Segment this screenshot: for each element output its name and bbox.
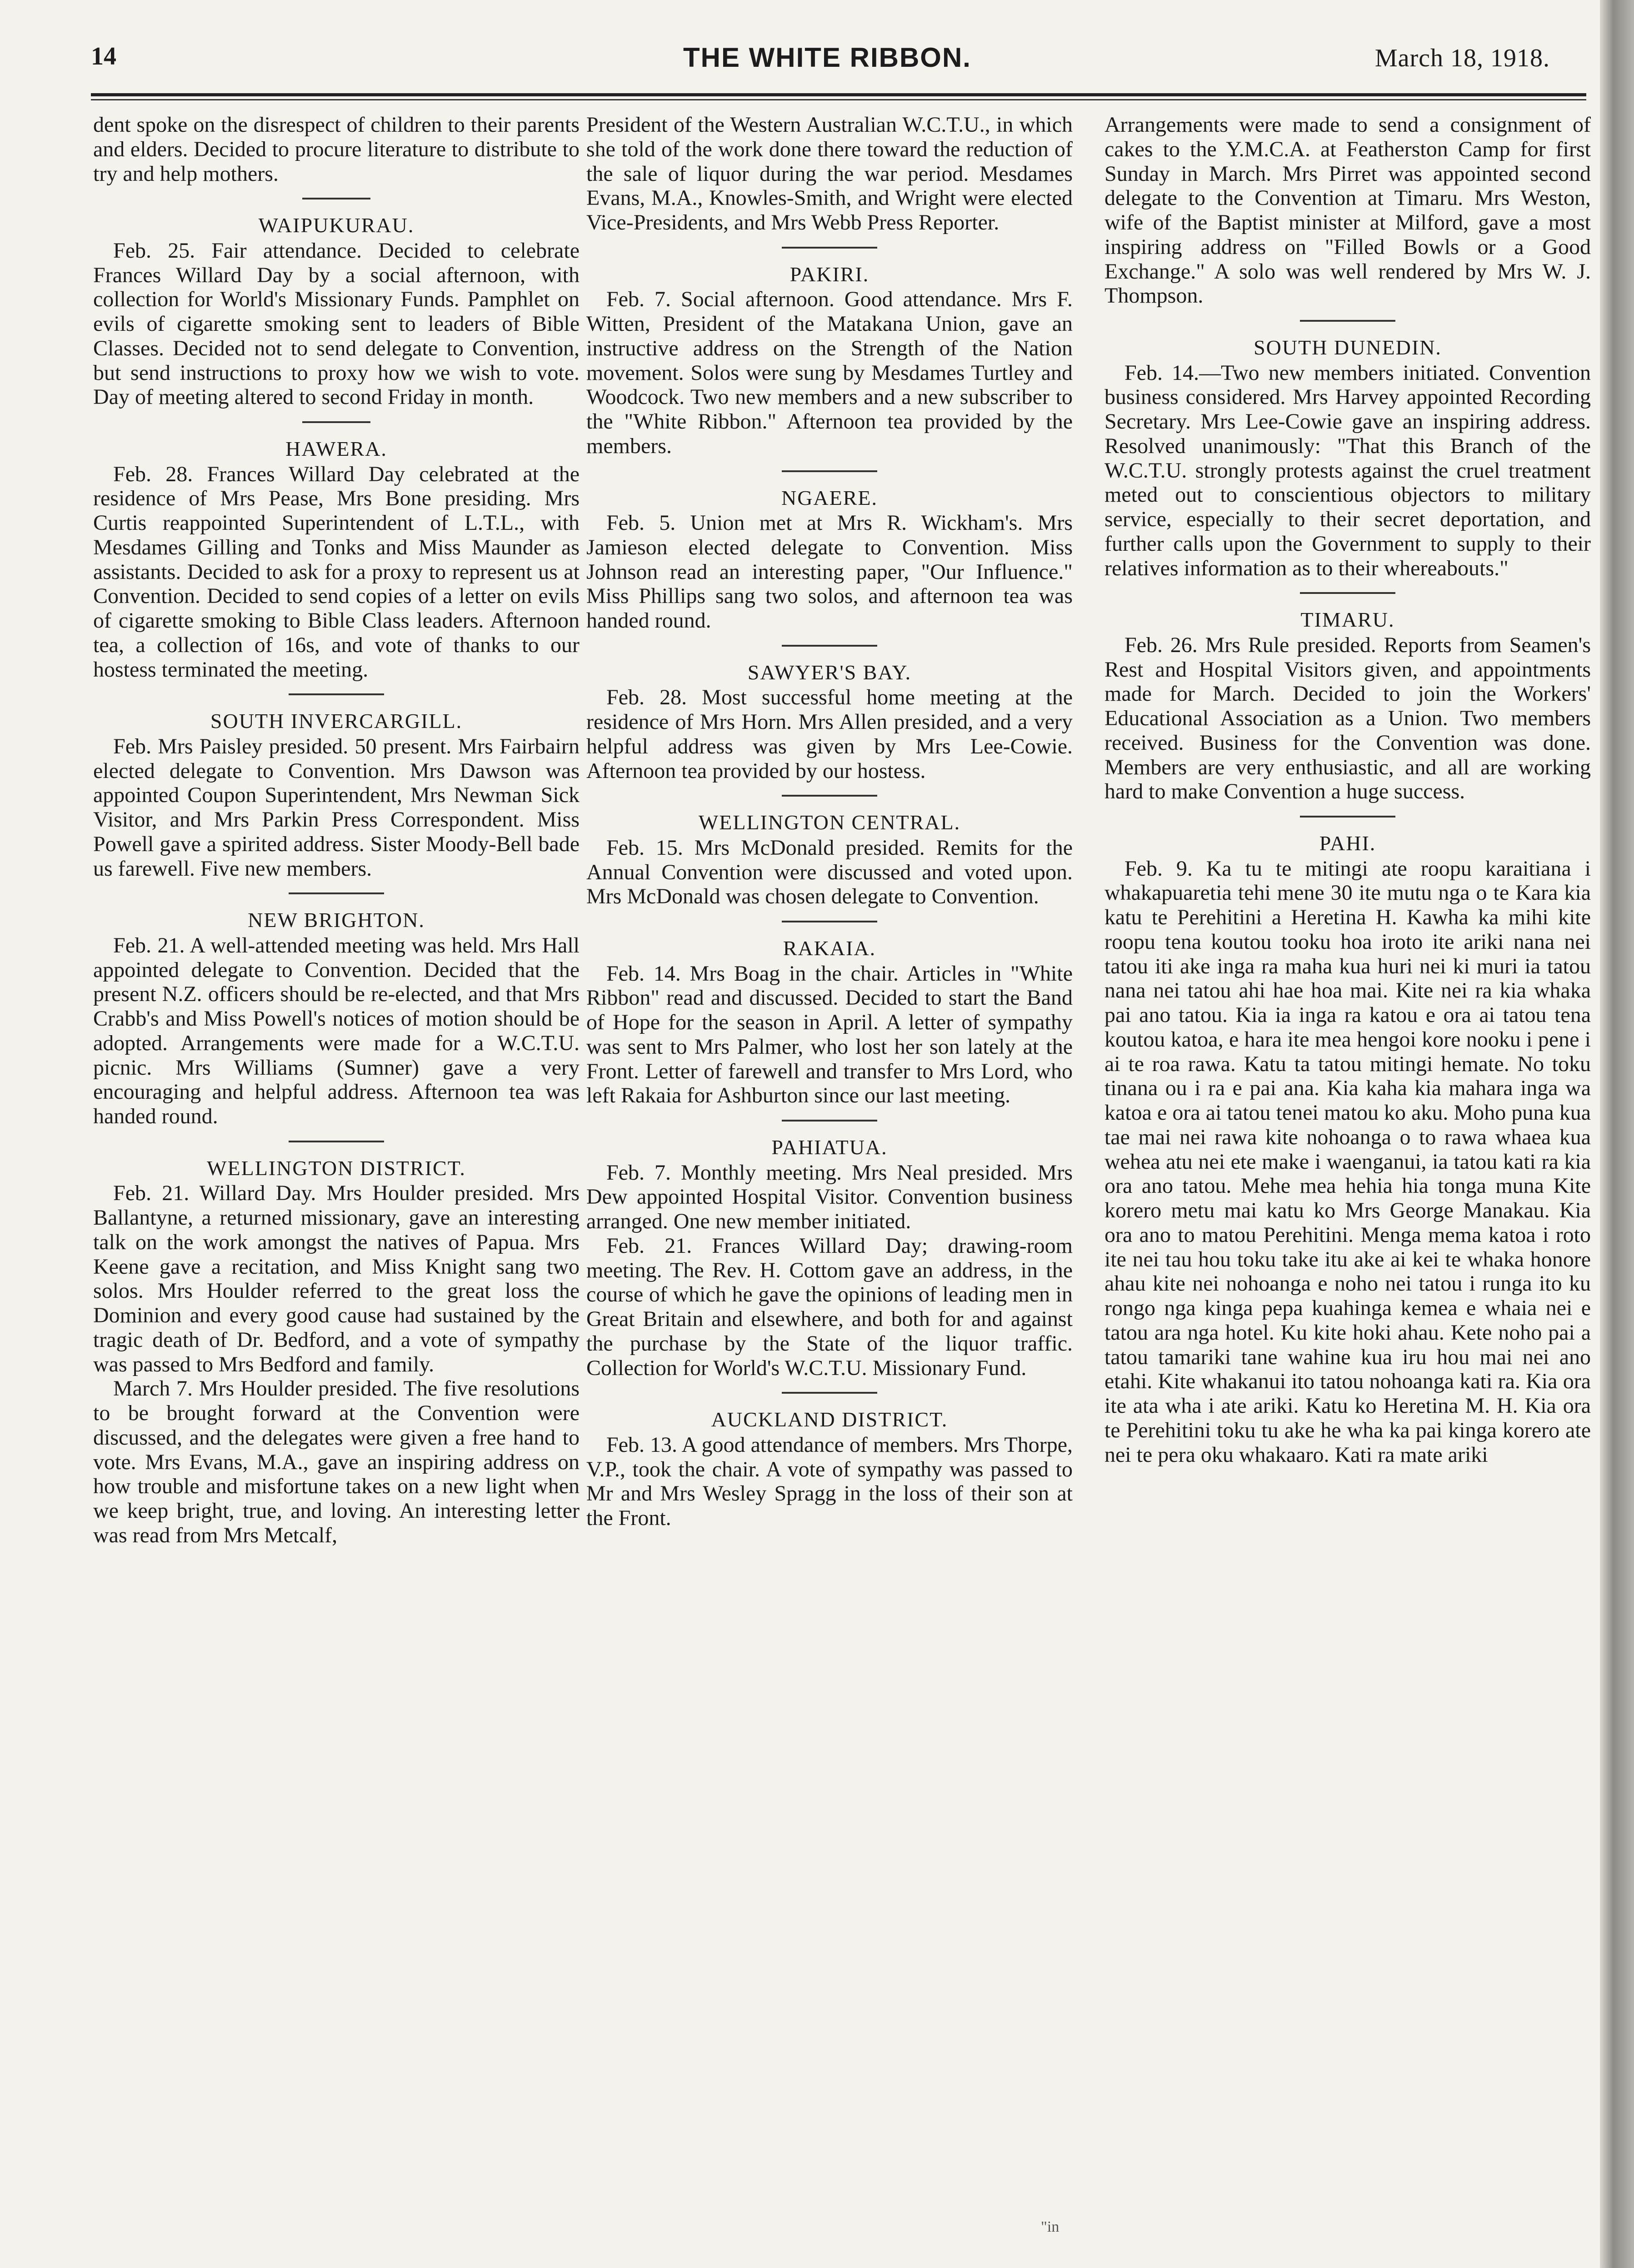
report-south-dunedin: Feb. 14.—Two new members initiated. Convention business considered. Mrs Harvey appointed Recording Secretary. Mrs Lee-Cowie gave an inspiring address. Resolved unanimously: "That this Branch of the W.C.T.U. strongly protests against the cruel treatment meted out to conscientious objectors to military service, especially to their secret deportation, and further calls upon the Government to supply to their relatives information as to their whereabouts." — [1104, 360, 1591, 580]
issue-date: March 18, 1918. — [1374, 44, 1550, 72]
divider — [782, 921, 877, 922]
continued-paragraph: dent spoke on the disrespect of children to their parents and elders. Decided to procure literature to distribute to try and help mothers. — [93, 113, 580, 186]
report-south-invercargill: Feb. Mrs Paisley presided. 50 present. Mrs Fairbairn elected delegate to Convention. Mrs Dawson was appointed Coupon Superintendent, Mrs Newman Sick Visitor, and Mrs Parkin Press Correspondent. Miss Powell gave a spirited address. Sister Moody-Bell bade us farewell. Five new members. — [93, 734, 580, 881]
divider — [782, 470, 877, 472]
section-heading-new-brighton: NEW BRIGHTON. — [248, 908, 425, 932]
report-rakaia: Feb. 14. Mrs Boag in the chair. Articles in "White Ribbon" read and discussed. Decided to start the Band of Hope for the season in April. A letter of sympathy was sent to Mrs Palmer, who lost her son lately at the Front. Letter of farewell and transfer to Mrs Lord, who left Rakaia for Ashburton since our last meeting. — [586, 961, 1073, 1108]
report-new-brighton: Feb. 21. A well-attended meeting was held. Mrs Hall appointed delegate to Convention. Decided that the present N.Z. officers should be re-elected, and that Mrs Crabb's and Miss Powell's notices of motion should be adopted. Arrangements were made for a W.C.T.U. picnic. Mrs Williams (Sumner) gave a very encouraging and helpful address. Afternoon tea was handed round. — [93, 933, 580, 1128]
page-header — [91, 37, 1564, 87]
column-left — [93, 113, 580, 2230]
report-timaru: Feb. 26. Mrs Rule presided. Reports from Seamen's Rest and Hospital Visitors given, and appointments made for March. Decided to join the Workers' Educational Association as a Union. Two members received. Business for the Convention was done. Members are very enthusiastic, and all are working hard to make Convention a huge success. — [1104, 633, 1591, 804]
divider — [1300, 592, 1395, 594]
report-wellington-district-2: March 7. Mrs Houlder presided. The five resolutions to be brought forward at the Convention were discussed, and the delegates were given a free hand to vote. Mrs Evans, M.A., gave an inspiring address on how trouble and misfortune takes on a new light when we keep bright, true, and loving. An interesting letter was read from Mrs Metcalf, — [93, 1376, 580, 1547]
report-pakiri: Feb. 7. Social afternoon. Good attendance. Mrs F. Witten, President of the Matakana Union, gave an instructive address on the Strength of the Nation movement. Solos were sung by Mesdames Turtley and Woodcock. Two new members and a new subscriber to the "White Ribbon." Afternoon tea provided by the members. — [586, 287, 1073, 458]
section-heading-rakaia: RAKAIA. — [783, 937, 876, 960]
section-heading-auckland-district: AUCKLAND DISTRICT. — [711, 1408, 948, 1431]
section-heading-south-invercargill: SOUTH INVERCARGILL. — [210, 709, 463, 733]
section-heading-wellington-district: WELLINGTON DISTRICT. — [207, 1156, 466, 1180]
report-wellington-district-1: Feb. 21. Willard Day. Mrs Houlder presided. Mrs Ballantyne, a returned missionary, gave an interesting talk on the work amongst the natives of Papua. Mrs Keene gave a recitation, and Miss Knight sang two solos. Mrs Houlder referred to the great loss the Dominion and every good cause had sustained by the tragic death of Dr. Bedford, and a vote of sympathy was passed to Mrs Bedford and family. — [93, 1181, 580, 1376]
section-heading-sawyers-bay: SAWYER'S BAY. — [747, 660, 912, 684]
divider — [1300, 320, 1395, 322]
section-heading-waipukurau: WAIPUKURAU. — [258, 214, 415, 237]
divider — [302, 421, 370, 423]
section-heading-wellington-central: WELLINGTON CENTRAL. — [698, 811, 961, 834]
column-right — [1104, 113, 1591, 2230]
report-auckland-district: Feb. 13. A good attendance of members. Mrs Thorpe, V.P., took the chair. A vote of sympathy was passed to Mr and Mrs Wesley Spragg in the loss of their son at the Front. — [586, 1432, 1073, 1530]
section-heading-south-dunedin: SOUTH DUNEDIN. — [1254, 336, 1442, 359]
report-wellington-central: Feb. 15. Mrs McDonald presided. Remits for the Annual Convention were discussed and voted upon. Mrs McDonald was chosen delegate to Convention. — [586, 835, 1073, 909]
divider — [782, 247, 877, 249]
page-number: 14 — [91, 42, 116, 70]
divider — [782, 1120, 877, 1122]
divider — [289, 1141, 384, 1142]
report-pahiatua-2: Feb. 21. Frances Willard Day; drawing-room meeting. The Rev. H. Cottom gave an address, in the course of which he gave the opinions of leading men in Great Britain and elsewhere, and both for and against the purchase by the State of the liquor traffic. Collection for World's W.C.T.U. Missionary Fund. — [586, 1233, 1073, 1380]
report-hawera: Feb. 28. Frances Willard Day celebrated at the residence of Mrs Pease, Mrs Bone presiding. Mrs Curtis reappointed Superintendent of L.T.L., with Mesdames Gilling and Tonks and Miss Maunder as assistants. Decided to ask for a proxy to represent us at Convention. Decided to send copies of a letter on evils of cigarette smoking to Bible Class leaders. Afternoon tea, a collection of 16s, and vote of thanks to our hostess terminated the meeting. — [93, 462, 580, 682]
masthead-title: THE WHITE RIBBON. — [683, 42, 971, 73]
divider — [289, 892, 384, 894]
report-sawyers-bay: Feb. 28. Most successful home meeting at the residence of Mrs Horn. Mrs Allen presided, and a very helpful address was given by Mrs Lee-Cowie. Afternoon tea provided by our hostess. — [586, 685, 1073, 783]
report-waipukurau: Feb. 25. Fair attendance. Decided to celebrate Frances Willard Day by a social afternoon, with collection for World's Missionary Funds. Pamphlet on evils of cigarette smoking sent to leaders of Bible Classes. Decided not to send delegate to Convention, but send instructions to proxy how we wish to vote. Day of meeting altered to second Friday in month. — [93, 238, 580, 409]
section-heading-pakiri: PAKIRI. — [790, 262, 869, 286]
section-heading-pahi: PAHI. — [1319, 832, 1376, 855]
report-ngaere: Feb. 5. Union met at Mrs R. Wickham's. Mrs Jamieson elected delegate to Convention. Miss Johnson read an interesting paper, "Our Influence." Miss Phillips sang two solos, and afternoon tea was handed round. — [586, 511, 1073, 633]
section-heading-hawera: HAWERA. — [285, 437, 387, 460]
section-heading-pahiatua: PAHIATUA. — [771, 1136, 888, 1159]
continued-paragraph: Arrangements were made to send a consignment of cakes to the Y.M.C.A. at Featherston Camp for first Sunday in March. Mrs Pirret was appointed second delegate to the Convention at Timaru. Mrs Weston, wife of the Baptist minister at Milford, gave a most inspiring address on "Filled Bowls or a Good Exchange." A solo was well rendered by Mrs W. J. Thompson. — [1104, 113, 1591, 308]
section-heading-ngaere: NGAERE. — [781, 486, 878, 509]
continued-paragraph: President of the Western Australian W.C.T.U., in which she told of the work done there toward the reduction of the sale of liquor during the war period. Mesdames Evans, M.A., Knowles-Smith, and Wright were elected Vice-Presidents, and Mrs Webb Press Reporter. — [586, 113, 1073, 234]
divider — [289, 693, 384, 695]
divider — [782, 1392, 877, 1394]
report-pahi: Feb. 9. Ka tu te mitingi ate roopu karaitiana i whakapuaretia tehi mene 30 ite mutu nga o te Kara kia katu te Perehitini a Heretina H. Kawha ka mihi kite roopu tena koutou tooku hoa iroto ite ariki nana nei tatou iti ake inga ra maha kua huri nei ki muri ia tatou nana nei tatou ahi hae hoa mai. Kite nei ra kia whaka pai ano tatou. Kia ia inga ra katou e ora ai tatou tena koutou katoa, e hara ite mea hengoi kore nooku i pene i ai te roa rawa. Katu ta tatou mitingi hemate. No toku tinana ou i ra e pai ana. Kia kaha kia mahara inga wa katoa e ora ai tatou tenei matou ko aku. Moho puna kua tae mai nei rawa kite nohoanga o to rawa whaea kua wehea atu nei ete make i waenganui, ia tatou kati ra kia ora ano tatou. Mehe mea hehia hia tonga muna Kite korero metu mai katu ko Mrs George Manakau. Kia ora ano to matou Perehitini. Menga mema katoa i roto ite nei tau hou toku take itu ake ai kei te whaka honore ahau kite nei nohoanga e noho nei tatou i runga ito ku rongo nga kinga pepa kuahinga kemea e whaia nei e tatou ara nga hotel. Ku kite hoki ahau. Kete noho pai a tatou tamariki tane wahine kua iru hou mai nei ano etahi. Kite whakanui ito tatou nohoanga kati ra. Kia ora ite ata wha i ate ariki. Katu ko Heretina M. H. Kia ora te Perehitini toku tu ake he wha ka pai kinga korero ate nei te pera oku whakaaro. Kati ra mate ariki — [1104, 856, 1591, 1467]
divider — [1300, 816, 1395, 817]
page-edge-shadow — [1600, 0, 1634, 2268]
divider — [302, 198, 370, 199]
divider — [782, 795, 877, 797]
header-rule — [91, 93, 1586, 100]
divider — [782, 645, 877, 647]
column-middle — [586, 113, 1073, 2230]
section-heading-timaru: TIMARU. — [1300, 608, 1395, 632]
footer-mark: "in — [1041, 2218, 1059, 2235]
report-pahiatua-1: Feb. 7. Monthly meeting. Mrs Neal presided. Mrs Dew appointed Hospital Visitor. Convention business arranged. One new member initiated. — [586, 1160, 1073, 1233]
